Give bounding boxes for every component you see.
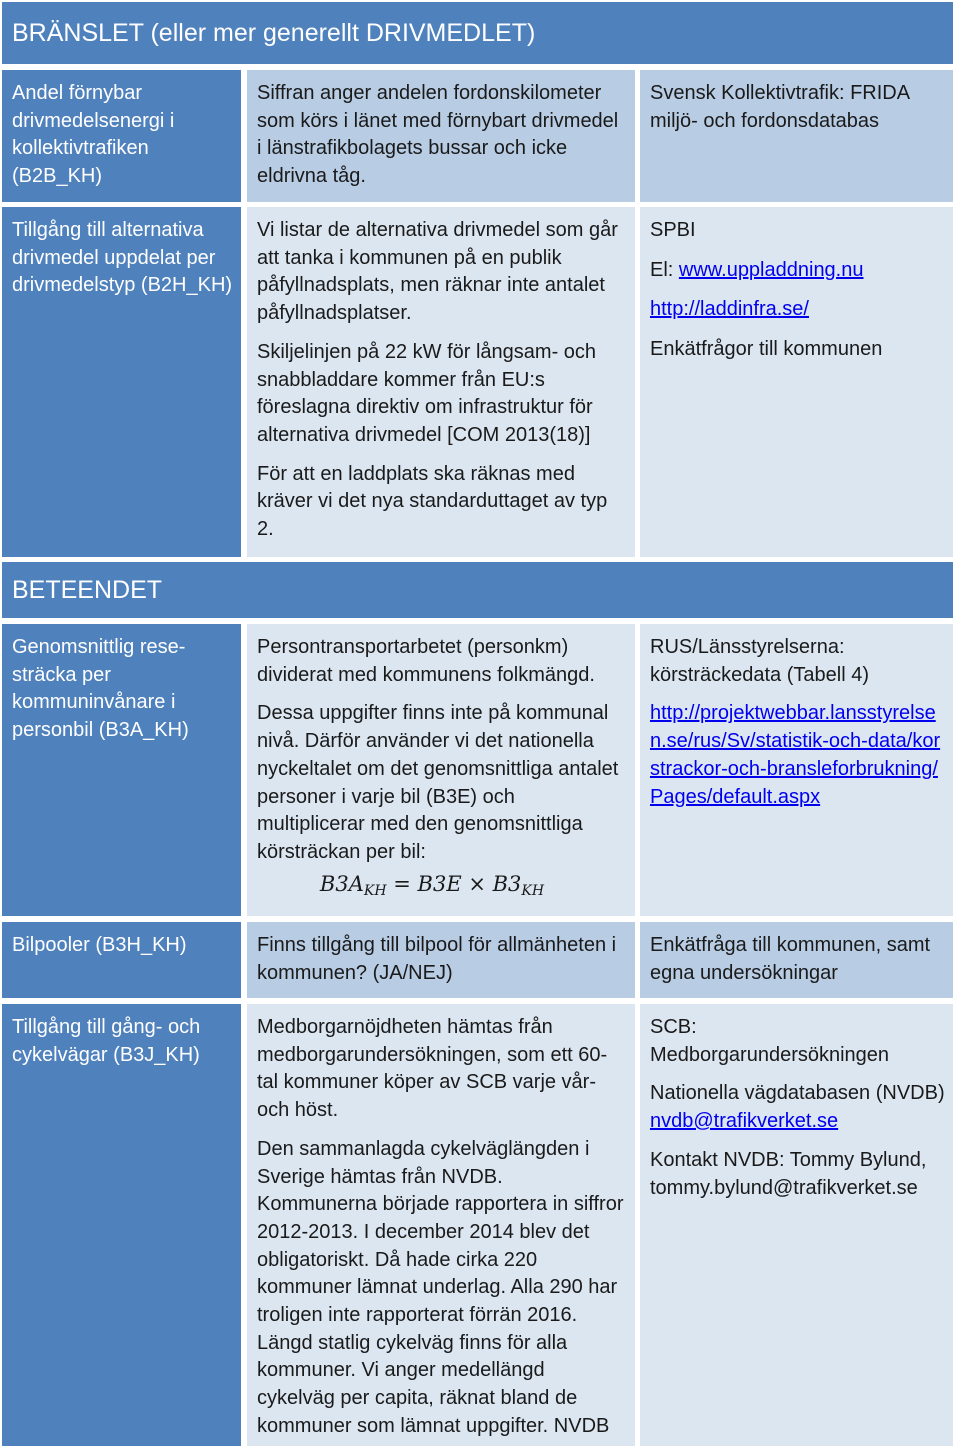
formula-sub2: KH <box>521 882 545 899</box>
section-header-fuel <box>2 2 953 64</box>
description-cell-b3j <box>247 1004 635 1446</box>
description-text-b2b: Siffran anger andelen fordonskilometer som körs i länet med förnybart drivmedel i länstrafikbolagets bussar och icke eldrivna tåg. <box>257 82 619 188</box>
source-rus: RUS/Länsstyrelserna: körsträckedata (Tabell 4) <box>650 636 869 686</box>
description-paragraph-b3j-1: Medborgarnöjdheten hämtas från medborgarundersökningen, som ett 60-tal kommuner köper av SCB varje vår- och höst. <box>257 1016 608 1122</box>
source-rus-link-line <box>650 700 945 811</box>
description-cell-b2b <box>247 70 635 202</box>
source-nvdb-line <box>650 1080 945 1135</box>
indicator-label-b3a: Genomsnittlig rese-sträcka per kommuninvånare i personbil (B3A_KH) <box>12 636 189 742</box>
laddinfra-link[interactable]: http://laddinfra.se/ <box>650 298 809 321</box>
indicator-cell-b3j <box>2 1004 241 1446</box>
description-cell-b2h <box>247 207 635 557</box>
indicator-cell-b2h <box>2 207 241 557</box>
source-survey: Enkätfrågor till kommunen <box>650 338 883 361</box>
indicator-label-b3j: Tillgång till gång- och cykelvägar (B3J_KH) <box>12 1016 201 1066</box>
source-laddinfra-line <box>650 296 945 324</box>
description-cell-b3a <box>247 624 635 916</box>
uppladdning-link[interactable]: www.uppladdning.nu <box>678 258 864 281</box>
description-paragraph-b3a-2: Dessa uppgifter finns inte på kommunal nivå. Därför använder vi det nationella nyckeltalet om det genomsnittliga antalet personer i varje bil (B3E) och multiplicerar med den genomsnittliga körsträckan per bil: <box>257 702 619 863</box>
projektwebbar-link[interactable]: http://projektwebbar.lansstyrelsen.se/rus/Sv/statistik-och-data/korstrackor-och-bransleforbrukning/Pages/default.aspx <box>650 702 941 808</box>
section-title-fuel: BRÄNSLET (eller mer generellt DRIVMEDLET) <box>12 18 536 47</box>
source-contact: Kontakt NVDB: Tommy Bylund, tommy.bylund@trafikverket.se <box>650 1148 927 1199</box>
indicator-label-b2b: Andel förnybar drivmedelsenergi i kollektivtrafiken (B2B_KH) <box>12 82 175 188</box>
indicator-cell-b3a <box>2 624 241 916</box>
formula-b3a <box>257 871 627 906</box>
indicator-label-b2h: Tillgång till alternativa drivmedel uppdelat per drivmedelstyp (B2H_KH) <box>12 219 233 297</box>
source-cell-b2b <box>640 70 953 202</box>
source-text-b3h: Enkätfråga till kommunen, samt egna undersökningar <box>650 934 931 984</box>
source-nvdb-prefix: Nationella vägdatabasen (NVDB) <box>650 1082 945 1105</box>
description-paragraph-b3j-2: Den sammanlagda cykelväglängden i Sverige hämtas från NVDB. Kommunerna började rapportera in siffror 2012-2013. I december 2014 blev det obligatoriskt. Då hade cirka 220 kommuner lämnat underlag. Alla 290 har troligen inte rapporterat förrän 2016. Längd statlig cykelväg finns för alla kommuner. Vi anger medellängd cykelväg per capita, räknat bland de kommuner som lämnat uppgifter. NVDB <box>257 1137 624 1437</box>
indicator-cell-b2b <box>2 70 241 202</box>
description-text-b3h: Finns tillgång till bilpool för allmänheten i kommunen? (JA/NEJ) <box>257 934 617 984</box>
formula-sub: KH <box>363 882 387 899</box>
formula-lhs: B3A <box>319 871 364 896</box>
source-text-b2b: Svensk Kollektivtrafik: FRIDA miljö- och fordonsdatabas <box>650 82 909 132</box>
indicator-cell-b3h <box>2 922 241 998</box>
source-cell-b2h <box>640 207 953 557</box>
source-cell-b3h <box>640 922 953 998</box>
description-cell-b3h <box>247 922 635 998</box>
description-paragraph-b2h-1: Vi listar de alternativa drivmedel som går att tanka i kommunen på en publik påfyllnadsplats, men räknar inte antalet påfyllnadsplatser. <box>257 219 618 325</box>
source-spbi: SPBI <box>650 219 696 241</box>
source-cell-b3a <box>640 624 953 916</box>
nvdb-email-link[interactable]: nvdb@trafikverket.se <box>650 1110 839 1133</box>
section-header-behaviour <box>2 562 953 618</box>
section-title-behaviour: BETEENDET <box>12 575 163 604</box>
source-el-line <box>650 257 945 285</box>
description-paragraph-b2h-3: För att en laddplats ska räknas med kräver vi det nya standarduttaget av typ 2. <box>257 462 608 541</box>
description-paragraph-b3a-1: Persontransportarbetet (personkm) dividerat med kommunens folkmängd. <box>257 636 595 686</box>
indicator-label-b3h: Bilpooler (B3H_KH) <box>12 934 187 956</box>
source-cell-b3j <box>640 1004 953 1446</box>
description-paragraph-b2h-2: Skiljelinjen på 22 kW för långsam- och snabbladdare kommer från EU:s föreslagna direktiv om infrastruktur för alternativa drivmedel [COM 2013(18)] <box>257 340 597 446</box>
formula-mid: = B3E × B3 <box>393 871 522 896</box>
source-scb: SCB: Medborgarundersökningen <box>650 1016 890 1066</box>
source-el-prefix: El: <box>650 258 679 281</box>
